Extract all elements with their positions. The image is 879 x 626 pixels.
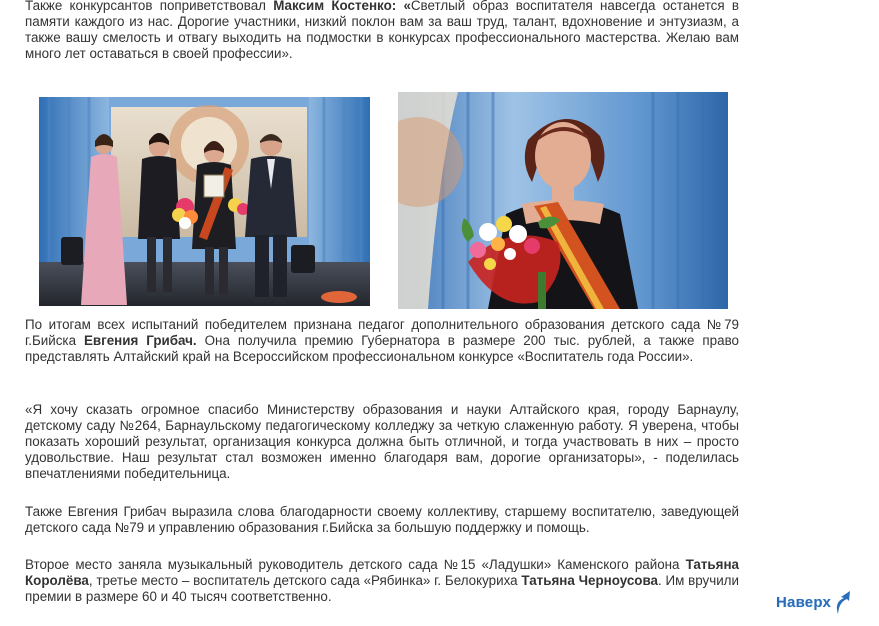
arrow-up-icon [832, 591, 852, 615]
third-place-name: Татьяна Черноусова [521, 573, 658, 588]
winner-name: Евгения Грибач. [83, 333, 197, 348]
paragraph-winner [25, 317, 739, 365]
winner-quote: «Я хочу сказать огромное спасибо Министерству образования и науки Алтайского края, городу Барнаулу, детскому саду №264, Барнаульскому педагогическому колледжу за четкую слаженную работу. Я уверена, чтобы показать хороший результат, организация конкурса должна быть отличной, и тогда участвовать в них – просто удовольствие. Наш результат стал возможен именно благодаря вам, дорогие организаторы», - поделилась впечатлениями победительница. [25, 402, 739, 481]
winner-portrait-photo[interactable] [398, 92, 728, 309]
thanks-text: Также Евгения Грибач выразила слова благодарности своему коллективу, старшему воспитателю, заведующей детского сада №79 и управлению образования г.Бийска за большую поддержку и помощь. [25, 504, 739, 535]
paragraph-thanks [25, 504, 739, 536]
intro-quote: Светлый образ воспитателя навсегда останется в памяти каждого из нас. Дорогие участники, низкий поклон вам за ваш труд, талант, вдохновение и энтузиазм, а также вашу смелость и отвагу выходить на подмостки в конкурсах профессионального мастерства. Желаю вам много лет оставаться в своей профессии». [25, 0, 739, 61]
second-place-name: Татьяна Королёва [25, 557, 739, 588]
second-place-text: Второе место заняла музыкальный руководитель детского сада №15 «Ладушки» Каменского района [25, 557, 686, 572]
scroll-to-top-button[interactable] [776, 591, 852, 615]
intro-speaker-name: Максим Костенко: « [273, 0, 411, 13]
paragraph-places [25, 557, 739, 605]
winner-details: Она получила премию Губернатора в размере 200 тыс. рублей, а также право представлять Алтайский край на Всероссийском профессиональном конкурсе «Воспитатель года России». [25, 333, 739, 364]
intro-text: Также конкурсантов поприветствовал [25, 0, 274, 13]
scroll-to-top-label: Наверх [776, 594, 832, 611]
paragraph-intro [25, 0, 739, 62]
winner-text: По итогам всех испытаний победителем признана педагог дополнительного образования детского сада №79 г.Бийска [25, 317, 739, 348]
award-ceremony-photo[interactable] [39, 97, 370, 306]
prizes-text: . Им вручили премии в размере 60 и 40 тысяч соответственно. [25, 573, 739, 604]
paragraph-quote [25, 402, 739, 482]
third-place-text: , третье место – воспитатель детского сада «Рябинка» г. Белокуриха [88, 573, 522, 588]
